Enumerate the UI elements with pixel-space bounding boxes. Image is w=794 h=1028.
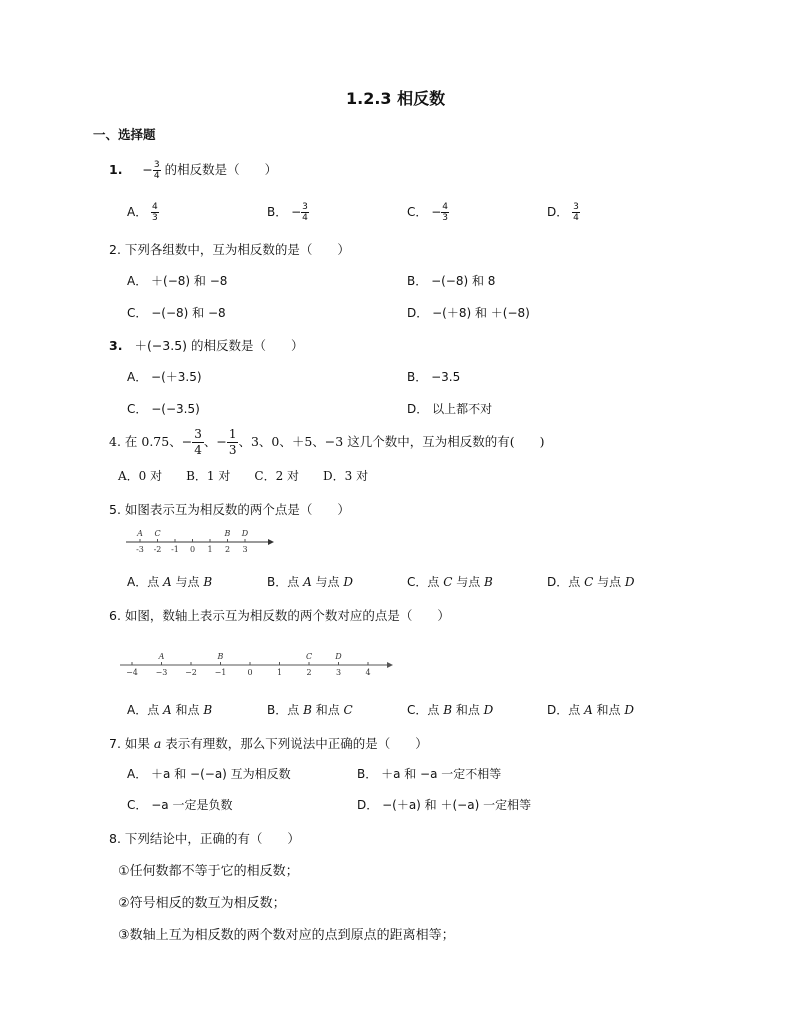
q6-option-c[interactable]: C．点 B 和点 D — [407, 703, 494, 717]
tick-label: -3 — [136, 545, 144, 554]
point-label-b: B — [224, 529, 231, 538]
point-label-a: A — [158, 652, 165, 661]
question-6: 6. 如图，数轴上表示互为相反数的两个数对应的点是（ ） — [109, 608, 450, 623]
question-number: 1. — [109, 162, 123, 177]
tick-label: 3 — [335, 668, 342, 677]
tick-label: 1 — [207, 545, 213, 554]
q2-option-d[interactable]: D． −(＋8) 和 ＋(−8) — [407, 306, 530, 320]
q6-number-line — [115, 645, 400, 685]
tick-label: 2 — [224, 545, 231, 554]
point-label-b: B — [217, 652, 224, 661]
question-1 — [109, 160, 277, 181]
q5-option-c[interactable]: C．点 C 与点 B — [407, 575, 493, 589]
q3-option-a[interactable]: A． −(＋3.5) — [127, 370, 202, 384]
q6-option-a[interactable]: A．点 A 和点 B — [127, 703, 213, 717]
point-label-c: C — [154, 529, 161, 538]
question-4: 4. 在 0.75、− $\frac{3}{4}$ 、− $\frac{1}{3}$ 、3、0、＋5、−3 这几个数中，互为相反数的有( ) — [109, 427, 545, 457]
question-3: 3. ＋(−3.5) 的相反数是（ ） — [109, 338, 304, 353]
q5-option-b[interactable]: B．点 A 与点 D — [267, 575, 353, 589]
point-label-c: C — [305, 652, 313, 661]
tick-label: −2 — [185, 668, 197, 677]
q2-option-a[interactable]: A． ＋(−8) 和 −8 — [127, 274, 228, 288]
q3-option-c[interactable]: C． −(−3.5) — [127, 402, 200, 416]
q8-item-1: ①任何数都不等于它的相反数； — [118, 864, 299, 879]
question-8: 8. 下列结论中，正确的有（ ） — [109, 831, 300, 846]
q6-option-b[interactable]: B．点 B 和点 C — [267, 703, 353, 717]
q7-option-b[interactable]: B． ＋a 和 −a 一定不相等 — [357, 767, 502, 781]
q5-option-a[interactable]: A．点 A 与点 B — [127, 575, 213, 589]
q6-option-d[interactable]: D．点 A 和点 D — [547, 703, 634, 717]
q5-option-d[interactable]: D．点 C 与点 D — [547, 575, 635, 589]
tick-label: −1 — [214, 668, 227, 677]
tick-label: 4 — [365, 668, 371, 677]
question-5: 5. 如图表示互为相反数的两个点是（ ） — [109, 502, 350, 517]
question-text: 的相反数是（ ） — [164, 162, 278, 177]
q1-option-b[interactable]: B． − $\frac{3}{4}$ — [267, 202, 308, 223]
fraction: $\frac{3}{4}$ — [153, 160, 160, 181]
point-label-d: D — [335, 652, 342, 661]
q4-options[interactable]: A．0 对 B．1 对 C．2 对 D．3 对 — [118, 469, 369, 483]
tick-label: 0 — [189, 545, 196, 554]
point-label-a: A — [137, 529, 143, 538]
q1-option-a[interactable]: A． $\frac{4}{3}$ — [127, 202, 158, 223]
q7-option-a[interactable]: A． ＋a 和 −(−a) 互为相反数 — [127, 767, 291, 781]
tick-label: 0 — [247, 668, 253, 677]
q3-option-d[interactable]: D． 以上都不对 — [407, 402, 493, 416]
q8-item-2: ②符号相反的数互为相反数； — [118, 896, 286, 911]
question-7: 7. 如果 a 表示有理数，那么下列说法中正确的是（ ） — [109, 736, 428, 751]
question-2: 2. 下列各组数中，互为相反数的是（ ） — [109, 242, 350, 257]
q7-option-c[interactable]: C． −a 一定是负数 — [127, 798, 233, 812]
tick-label: 2 — [306, 668, 312, 677]
tick-label: −4 — [126, 668, 138, 677]
tick-label: 1 — [276, 668, 283, 677]
page-title: 1.2.3 相反数 — [346, 89, 446, 108]
section-heading: 一、选择题 — [93, 127, 156, 142]
q8-item-3: ③数轴上互为相反数的两个数对应的点到原点的距离相等； — [118, 928, 455, 943]
q2-option-b[interactable]: B． −(−8) 和 8 — [407, 274, 496, 288]
q1-option-d[interactable]: D． $\frac{3}{4}$ — [547, 202, 579, 223]
q7-option-d[interactable]: D． −(＋a) 和 ＋(−a) 一定相等 — [357, 798, 532, 812]
arrow-head — [387, 662, 393, 668]
tick-label: 3 — [242, 545, 248, 554]
point-label-d: D — [241, 529, 249, 538]
q3-option-b[interactable]: B． −3.5 — [407, 370, 461, 384]
minus-sign: − — [142, 162, 153, 177]
q5-number-line — [120, 525, 280, 559]
tick-label: −3 — [155, 668, 168, 677]
q2-option-c[interactable]: C． −(−8) 和 −8 — [127, 306, 226, 320]
tick-label: -2 — [153, 545, 162, 554]
tick-label: -1 — [171, 545, 179, 554]
arrow-head — [268, 539, 274, 545]
q1-option-c[interactable]: C． − $\frac{4}{3}$ — [407, 202, 449, 223]
